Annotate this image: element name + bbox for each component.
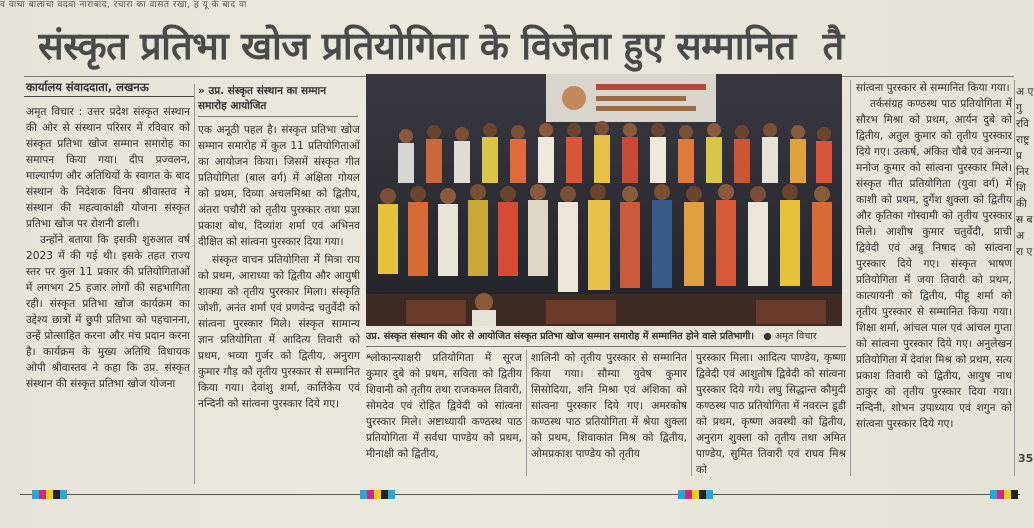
cyan-swatch bbox=[388, 490, 395, 499]
byline-rule bbox=[24, 96, 194, 97]
paragraph: शालिनी को तृतीय पुरस्कार से सम्मानित किया गया। सौम्या युवेष कुमार सिसोदिया, शनि मिश्रा एवं अंशिका को सांत्वना पुरस्कार दिये गए। अमरकोष कण्ठस्थ पाठ प्रतियोगिता में श्रेया शुक्ला को प्रथम, शिवाकांत मिश्र को द्वितीय, ओमप्रकाश पाण्डेय को तृतीय bbox=[531, 352, 687, 460]
registration-color-bar bbox=[360, 490, 395, 499]
column-divider bbox=[194, 84, 195, 484]
cyan-swatch bbox=[678, 490, 685, 499]
article-column-1 bbox=[26, 104, 190, 480]
magenta-swatch bbox=[39, 490, 46, 499]
paragraph: तर्कसंग्रह कण्ठस्थ पाठ प्रतियोगिता में सौरभ मिश्रा को प्रथम, आर्यन दुबे को द्वितीय, अतुल कुमार को तृतीय पुरस्कार दिये गए। उत्कर्ष, अंकित चौबे एवं अनन्या मनोज कुमार को सांत्वना पुरस्कार मिले। संस्कृत गीत प्रतियोगिता (युवा वर्ग) में काशी को प्रथम, दुर्गेश शुक्ला को द्वितीय और कृतिका गोस्वामी को तृतीय पुरस्कार मिले। आशीष कुमार चतुर्वेदी, प्राची द्विवेदी एवं अन्नु निषाद को सांत्वना पुरस्कार दिये गए। संस्कृत भाषण प्रतियोगिता में जया तिवारी को प्रथम, कात्यायनी को द्वितीय, पीहू शर्मा को तृतीय पुरस्कार से सम्मानित किया गया। शिक्षा शर्मा, आंचल पाल एवं आंचल गुप्ता को सांत्वना पुरस्कार दिये गए। अनुलेखन प्रतियोगिता में देवांश मिश्र को प्रथम, सत्य प्रकाश तिवारी को द्वितीय, आयुष नाथ ठाकुर को तृतीय पुरस्कार दिया गया। नन्दिनी, शोभन उपाध्याय एवं शगुन को सांत्वना पुरस्कार दिये गए। bbox=[856, 98, 1012, 430]
black-swatch bbox=[381, 490, 388, 499]
paragraph: एक अनूठी पहल है। संस्कृत प्रतिभा खोज सम्मान समारोह में कुल 11 प्रतियोगिताओं का आयोजन किया। जिसमें संस्कृत गीत प्रतियोगिता (बाल वर्ग) में अक्षिता गोयल को प्रथम, दिव्या अचलमिश्रा को द्वितीय, अंतरा पचौरी को तृतीय पुरस्कार तथा प्रज्ञा प्रकाश बोध, दिव्यांश शर्मा एवं अभिनव दीक्षित को सांत्वना पुरस्कार दिया गया। bbox=[198, 124, 360, 248]
yellow-swatch bbox=[374, 490, 381, 499]
yellow-swatch bbox=[1004, 490, 1011, 499]
top-strip-text: व वाचा बालाचा वदवा नाराबाद, रचारा का वासत रखा, ह यू के बाद वा bbox=[0, 0, 247, 10]
photo-credit: ● अमृत विचार bbox=[763, 331, 817, 342]
paragraph: उन्होंने बताया कि इसकी शुरुआत वर्ष 2023 में की गई थी। इसके तहत राज्य स्तर पर कुल 11 प्रकार की प्रतियोगिताओं में लगभग 25 हजार लोगों की सहभागिता रही। संस्कृत प्रतिभा खोज कार्यक्रम का उद्देश्य छात्रों में छुपी प्रतिभा को पहचानना, उन्हें प्रोत्साहित करना और मंच प्रदान करना है। कार्यक्रम के मुख्य अतिथि विधायक ओपी श्रीवास्तव ने कहा कि उप्र. संस्कृत संस्थान की संस्कृत प्रतिभा खोज योजना bbox=[26, 234, 190, 390]
column-divider bbox=[1014, 80, 1015, 476]
article-column-6 bbox=[856, 80, 1012, 480]
adjacent-article-fragment: अ ए गु रवि राष्ट्र प्र निर शि की स ब अ रा ए bbox=[1016, 86, 1034, 258]
registration-color-bar bbox=[990, 490, 1018, 499]
subheading: » उप्र. संस्कृत संस्थान का सम्मान समारोह आयोजित bbox=[198, 85, 327, 112]
article-column-2 bbox=[198, 122, 360, 484]
article-column-4 bbox=[531, 350, 687, 480]
column-divider bbox=[850, 80, 851, 476]
magenta-swatch bbox=[997, 490, 1004, 499]
cyan-swatch bbox=[60, 490, 67, 499]
cyan-swatch bbox=[360, 490, 367, 499]
cyan-swatch bbox=[706, 490, 713, 499]
headline-text: संस्कृत प्रतिभा खोज प्रतियोगिता के विजेता हुए सम्मानित bbox=[38, 24, 796, 68]
cyan-swatch bbox=[32, 490, 39, 499]
headline-next-char: तै bbox=[822, 24, 844, 68]
black-swatch bbox=[1011, 490, 1018, 499]
group-photo-illustration bbox=[366, 74, 842, 326]
cyan-swatch bbox=[990, 490, 997, 499]
registration-color-bar bbox=[32, 490, 67, 499]
subhead-rule bbox=[198, 116, 358, 117]
magenta-swatch bbox=[367, 490, 374, 499]
yellow-swatch bbox=[46, 490, 53, 499]
caption-text: उप्र. संस्कृत संस्थान की ओर से आयोजित संस्कृत प्रतिभा खोज सम्मान समारोह में सम्मानित होने वाले प्रतिभागी। bbox=[366, 331, 755, 342]
caption-rule bbox=[366, 346, 846, 347]
column-divider bbox=[691, 350, 692, 476]
headline bbox=[38, 18, 1034, 74]
black-swatch bbox=[53, 490, 60, 499]
photo-caption bbox=[366, 329, 846, 345]
column-divider bbox=[526, 350, 527, 476]
black-swatch bbox=[699, 490, 706, 499]
paragraph: संस्कृत वाचन प्रतियोगिता में मित्रा राय को प्रथम, आराध्या को द्वितीय और आयुषी शाक्या को तृतीय पुरस्कार मिला। संस्कृति जोशी, अनंत शर्मा एवं प्रणवेन्द्र चतुर्वेदी को सांत्वना पुरस्कार मिले। संस्कृत सामान्य ज्ञान प्रतियोगिता में आदित्य तिवारी को प्रथम, भव्या गुर्जर को द्वितीय, अनुराग कुमार गौड़ को तृतीय पुरस्कार से सम्मानित किया गया। देवांशु शर्मा, कार्तिकेय एवं नन्दिनी को सांत्वना पुरस्कार दिये गए। bbox=[198, 254, 360, 410]
article-column-3 bbox=[366, 350, 522, 480]
event-photo bbox=[366, 74, 842, 326]
page-number: 35 bbox=[1018, 452, 1034, 465]
registration-color-bar bbox=[678, 490, 713, 499]
footer-rule bbox=[20, 494, 1020, 495]
paragraph: अमृत विचार : उत्तर प्रदेश संस्कृत संस्थान की ओर से संस्थान परिसर में रविवार को संस्कृत प्रतिभा खोज सम्मान समारोह का समापन किया गया। दीप प्रज्वलन, माल्यार्पण और अतिथियों के स्वागत के बाद संस्थान के निदेशक विनय श्रीवास्तव ने संस्थान की महत्वाकांक्षी योजना संस्कृत प्रतिभा खोज पर रोशनी डाली। bbox=[26, 106, 190, 230]
yellow-swatch bbox=[692, 490, 699, 499]
paragraph: सांत्वना पुरस्कार से सम्मानित किया गया। bbox=[856, 82, 1010, 94]
magenta-swatch bbox=[685, 490, 692, 499]
paragraph: पुरस्कार मिला। आदित्य पाण्डेय, कृष्णा द्विवेदी एवं आशुतोष द्विवेदी को सांत्वना पुरस्कार दिये गये। लघु सिद्धान्त कौमुदी कण्ठस्थ पाठ प्रतियोगिता में नवरत्न डूडी को प्रथम, कृष्णा अवस्थी को द्वितीय, अनुराग शुक्ला को तृतीय तथा अमित पाण्डेय, सुमित तिवारी एवं राघव मिश्र को bbox=[696, 352, 846, 476]
paragraph: श्लोकान्त्याक्षरी प्रतियोगिता में सूरज कुमार दुबे को प्रथम, सविता को द्वितीय शिवानी को तृतीय तथा राजकमल तिवारी, सोमदेव एवं रोहित द्विवेदी को सांत्वना पुरस्कार मिले। अष्टाध्यायी कण्ठस्थ पाठ प्रतियोगिता में सर्वधा पाण्डेय को प्रथम, मीनाक्षी को द्वितीय, bbox=[366, 352, 522, 460]
article-column-5 bbox=[696, 350, 846, 480]
byline: कार्यालय संवाददाता, लखनऊ bbox=[26, 80, 149, 94]
